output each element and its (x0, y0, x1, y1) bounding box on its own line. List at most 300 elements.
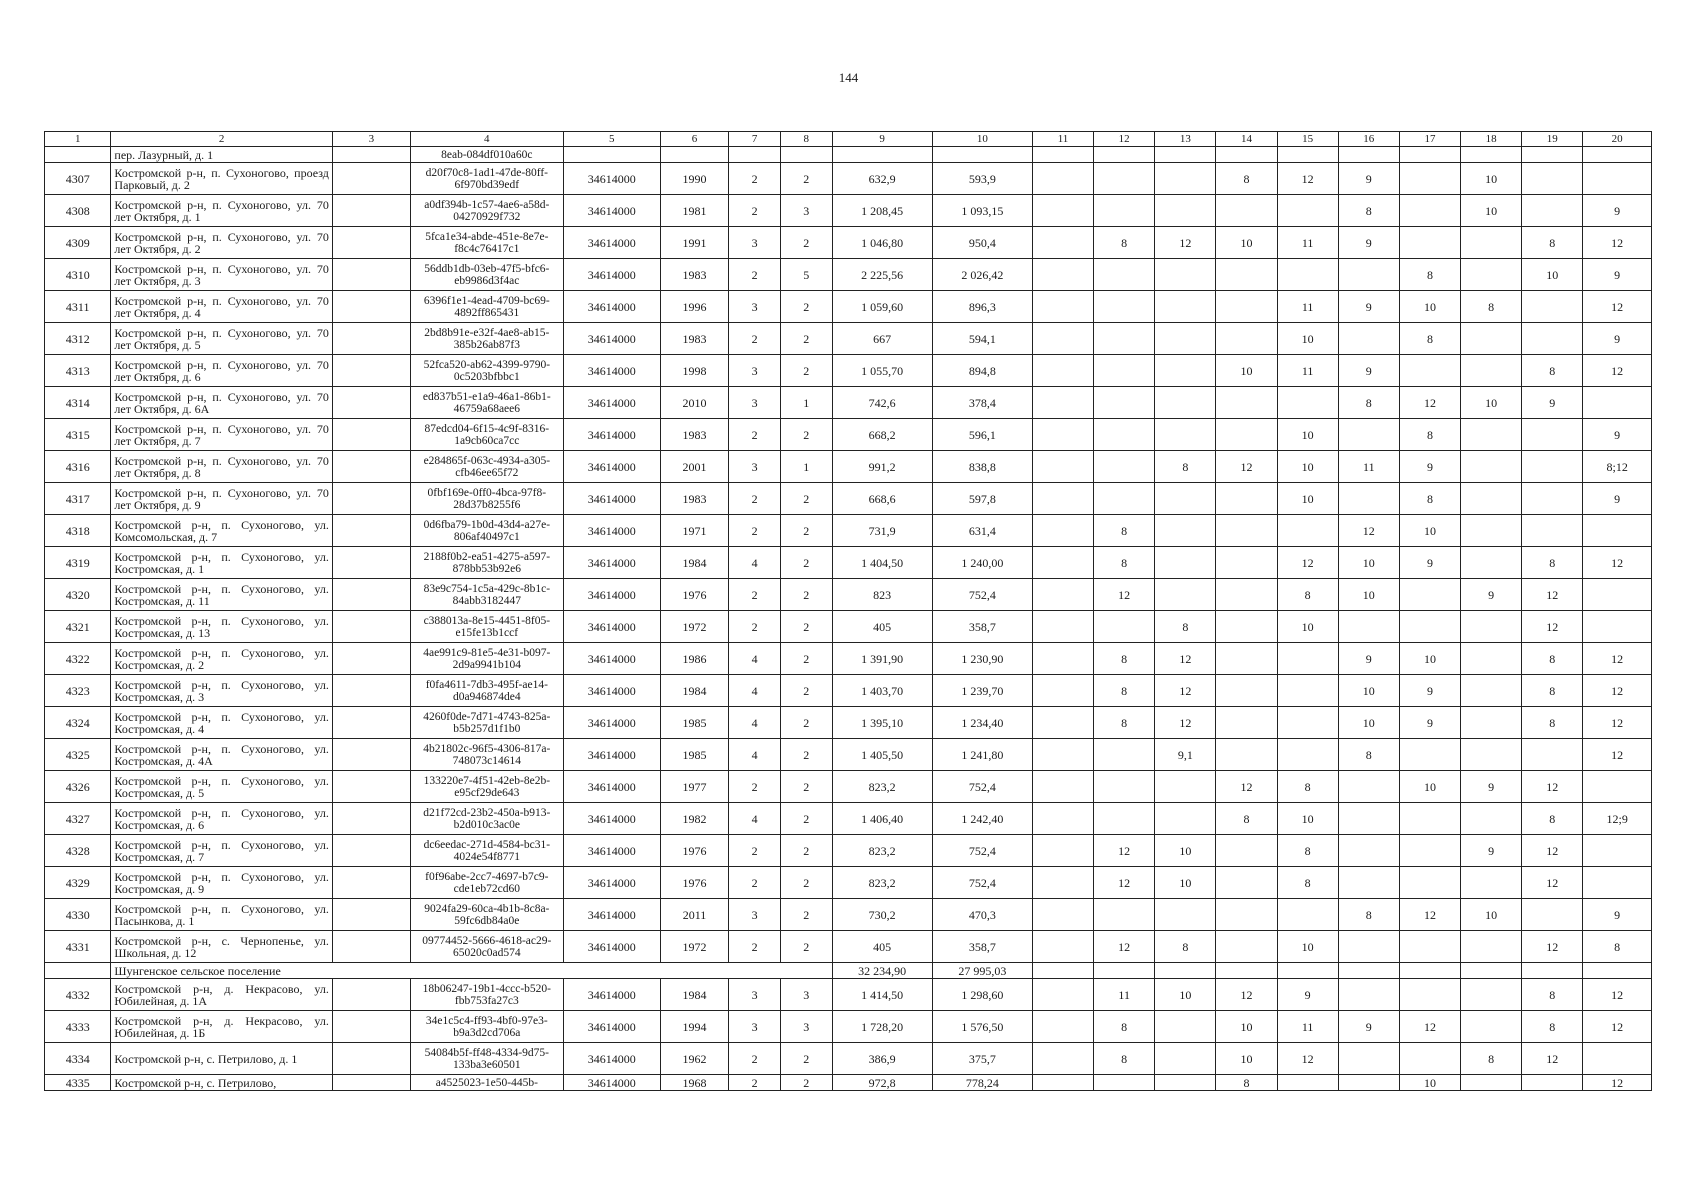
entrances-cell: 2 (780, 579, 832, 611)
column-3-cell (332, 147, 410, 163)
address-cell: Костромской р-н, п. Сухоногово, ул. 70 лет Октября, д. 3 (111, 259, 332, 291)
value-cell (1216, 147, 1277, 163)
floors-cell: 2 (729, 259, 781, 291)
oktmo-cell: 34614000 (563, 803, 660, 835)
table-row (45, 867, 1652, 899)
column-12-cell: 8 (1094, 547, 1155, 579)
entrances-cell: 2 (780, 547, 832, 579)
partial-table-row (45, 1075, 1652, 1091)
year-cell: 1983 (660, 259, 729, 291)
row-number-cell: 4326 (45, 771, 111, 803)
total-area-cell: 742,6 (832, 387, 932, 419)
column-14-cell (1216, 483, 1277, 515)
column-11-cell (1032, 1075, 1093, 1091)
floors-cell: 3 (729, 1011, 781, 1043)
column-13-cell (1155, 899, 1216, 931)
entrances-cell: 5 (780, 259, 832, 291)
column-18-cell (1461, 227, 1522, 259)
column-13-cell: 10 (1155, 867, 1216, 899)
column-13-cell: 12 (1155, 707, 1216, 739)
column-13-cell (1155, 483, 1216, 515)
column-13-cell: 8 (1155, 451, 1216, 483)
column-11-cell (1032, 931, 1093, 963)
floors-cell: 2 (729, 867, 781, 899)
column-14-cell (1216, 195, 1277, 227)
total-area-cell: 730,2 (832, 899, 932, 931)
column-18-cell (1461, 419, 1522, 451)
living-area-cell: 950,4 (932, 227, 1032, 259)
value-cell (1461, 147, 1522, 163)
total-area-cell: 386,9 (832, 1043, 932, 1075)
column-header: 1 (45, 132, 111, 147)
year-cell: 1972 (660, 611, 729, 643)
column-13-cell: 12 (1155, 675, 1216, 707)
value-cell (1399, 963, 1460, 979)
year-cell: 1990 (660, 163, 729, 195)
address-cell: Костромской р-н, п. Сухоногово, ул. Костромская, д. 7 (111, 835, 332, 867)
value-cell (1583, 147, 1652, 163)
table-row (45, 803, 1652, 835)
column-11-cell (1032, 195, 1093, 227)
living-area-cell: 631,4 (932, 515, 1032, 547)
column-11-cell (1032, 675, 1093, 707)
oktmo-cell: 34614000 (563, 419, 660, 451)
total-area-cell: 405 (832, 611, 932, 643)
guid-cell: 56ddb1db-03eb-47f5-bfc6-eb9986d3f4ac (410, 259, 563, 291)
oktmo-cell: 34614000 (563, 771, 660, 803)
column-18-cell: 8 (1461, 291, 1522, 323)
guid-cell: 54084b5f-ff48-4334-9d75-133ba3e60501 (410, 1043, 563, 1075)
oktmo-cell: 34614000 (563, 611, 660, 643)
column-18-cell (1461, 451, 1522, 483)
oktmo-cell: 34614000 (563, 1075, 660, 1091)
year-cell: 1984 (660, 547, 729, 579)
oktmo-cell: 34614000 (563, 163, 660, 195)
column-16-cell: 11 (1338, 451, 1399, 483)
column-3-cell (332, 931, 410, 963)
floors-cell: 3 (729, 227, 781, 259)
total-area-cell: 972,8 (832, 1075, 932, 1091)
column-3-cell (332, 675, 410, 707)
column-13-cell (1155, 1043, 1216, 1075)
guid-cell: 133220e7-4f51-42eb-8e2b-e95cf29de643 (410, 771, 563, 803)
floors-cell: 2 (729, 611, 781, 643)
value-cell (1338, 963, 1399, 979)
column-header: 2 (111, 132, 332, 147)
address-cell: Костромской р-н, п. Сухоногово, ул. 70 лет Октября, д. 2 (111, 227, 332, 259)
address-cell: Костромской р-н, п. Сухоногово, ул. Костромская, д. 5 (111, 771, 332, 803)
column-15-cell (1277, 387, 1338, 419)
entrances-cell: 2 (780, 515, 832, 547)
column-15-cell: 10 (1277, 803, 1338, 835)
column-12-cell: 12 (1094, 579, 1155, 611)
total-area-cell: 1 405,50 (832, 739, 932, 771)
year-cell: 1968 (660, 1075, 729, 1091)
column-15-cell (1277, 739, 1338, 771)
column-15-cell: 10 (1277, 483, 1338, 515)
guid-cell: 9024fa29-60ca-4b1b-8c8a-59fc6db84a0e (410, 899, 563, 931)
oktmo-cell: 34614000 (563, 707, 660, 739)
column-11-cell (1032, 579, 1093, 611)
floors-cell: 2 (729, 163, 781, 195)
column-13-cell: 8 (1155, 611, 1216, 643)
guid-cell: d20f70c8-1ad1-47de-80ff-6f970bd39edf (410, 163, 563, 195)
column-14-cell (1216, 611, 1277, 643)
column-20-cell (1583, 1043, 1652, 1075)
living-area-cell: 1 576,50 (932, 1011, 1032, 1043)
column-20-cell: 12 (1583, 1075, 1652, 1091)
guid-cell: 4ae991c9-81e5-4e31-b097-2d9a9941b104 (410, 643, 563, 675)
oktmo-cell: 34614000 (563, 291, 660, 323)
column-20-cell: 12 (1583, 979, 1652, 1011)
column-12-cell (1094, 323, 1155, 355)
column-19-cell: 12 (1522, 579, 1583, 611)
column-15-cell: 8 (1277, 579, 1338, 611)
column-12-cell: 8 (1094, 1011, 1155, 1043)
column-3-cell (332, 483, 410, 515)
column-12-cell (1094, 387, 1155, 419)
oktmo-cell: 34614000 (563, 451, 660, 483)
living-area-cell: 378,4 (932, 387, 1032, 419)
floors-cell: 2 (729, 931, 781, 963)
guid-cell: 6396f1e1-4ead-4709-bc69-4892ff865431 (410, 291, 563, 323)
oktmo-cell: 34614000 (563, 355, 660, 387)
floors-cell: 2 (729, 835, 781, 867)
column-17-cell: 12 (1399, 1011, 1460, 1043)
column-12-cell (1094, 419, 1155, 451)
floors-cell: 4 (729, 675, 781, 707)
column-header: 14 (1216, 132, 1277, 147)
column-17-cell (1399, 579, 1460, 611)
year-cell: 1972 (660, 931, 729, 963)
column-15-cell: 11 (1277, 1011, 1338, 1043)
column-20-cell: 8;12 (1583, 451, 1652, 483)
column-15-cell: 10 (1277, 323, 1338, 355)
total-area-cell: 1 395,10 (832, 707, 932, 739)
table-row (45, 1011, 1652, 1043)
column-13-cell (1155, 515, 1216, 547)
value-cell (729, 147, 781, 163)
guid-cell: f0f96abe-2cc7-4697-b7c9-cde1eb72cd60 (410, 867, 563, 899)
entrances-cell: 2 (780, 291, 832, 323)
table-row (45, 291, 1652, 323)
column-15-cell (1277, 707, 1338, 739)
column-17-cell (1399, 739, 1460, 771)
column-16-cell (1338, 931, 1399, 963)
column-20-cell: 12 (1583, 355, 1652, 387)
column-17-cell: 12 (1399, 387, 1460, 419)
column-13-cell (1155, 323, 1216, 355)
living-area-cell: 2 026,42 (932, 259, 1032, 291)
column-17-cell (1399, 355, 1460, 387)
value-cell (1032, 963, 1093, 979)
table-row (45, 483, 1652, 515)
column-19-cell: 12 (1522, 835, 1583, 867)
column-17-cell (1399, 227, 1460, 259)
column-11-cell (1032, 259, 1093, 291)
table-row (45, 259, 1652, 291)
column-19-cell: 8 (1522, 979, 1583, 1011)
column-16-cell: 10 (1338, 707, 1399, 739)
year-cell: 1983 (660, 483, 729, 515)
entrances-cell: 2 (780, 323, 832, 355)
guid-cell: 52fca520-ab62-4399-9790-0c5203bfbbc1 (410, 355, 563, 387)
table-row (45, 835, 1652, 867)
page-number: 144 (838, 70, 859, 85)
year-cell: 1994 (660, 1011, 729, 1043)
column-3-cell (332, 163, 410, 195)
column-3-cell (332, 739, 410, 771)
column-18-cell (1461, 707, 1522, 739)
column-16-cell (1338, 1075, 1399, 1091)
column-17-cell: 9 (1399, 707, 1460, 739)
column-16-cell: 9 (1338, 643, 1399, 675)
column-18-cell: 9 (1461, 579, 1522, 611)
living-area-cell: 358,7 (932, 931, 1032, 963)
column-header: 10 (932, 132, 1032, 147)
column-19-cell (1522, 163, 1583, 195)
living-area-cell: 1 242,40 (932, 803, 1032, 835)
column-19-cell (1522, 899, 1583, 931)
entrances-cell: 3 (780, 1011, 832, 1043)
column-14-cell (1216, 259, 1277, 291)
row-number-cell: 4311 (45, 291, 111, 323)
column-11-cell (1032, 867, 1093, 899)
row-number-cell: 4332 (45, 979, 111, 1011)
column-15-cell: 8 (1277, 771, 1338, 803)
address-cell: Костромской р-н, п. Сухоногово, ул. 70 лет Октября, д. 9 (111, 483, 332, 515)
column-18-cell: 10 (1461, 899, 1522, 931)
column-header: 12 (1094, 132, 1155, 147)
total-area-cell: 1 391,90 (832, 643, 932, 675)
total-area-cell: 823,2 (832, 771, 932, 803)
column-19-cell (1522, 483, 1583, 515)
column-16-cell: 9 (1338, 355, 1399, 387)
column-17-cell (1399, 867, 1460, 899)
table-row (45, 643, 1652, 675)
year-cell: 1998 (660, 355, 729, 387)
column-13-cell (1155, 547, 1216, 579)
column-3-cell (332, 227, 410, 259)
column-header: 19 (1522, 132, 1583, 147)
value-cell (832, 147, 932, 163)
address-cell: Костромской р-н, п. Сухоногово, ул. Пасынкова, д. 1 (111, 899, 332, 931)
guid-cell: a4525023-1e50-445b- (410, 1075, 563, 1091)
table-row (45, 355, 1652, 387)
column-13-cell: 8 (1155, 931, 1216, 963)
address-cell: Костромской р-н, п. Сухоногово, ул. 70 лет Октября, д. 8 (111, 451, 332, 483)
column-14-cell: 10 (1216, 355, 1277, 387)
row-number-cell: 4325 (45, 739, 111, 771)
column-15-cell (1277, 515, 1338, 547)
total-area-cell: 668,6 (832, 483, 932, 515)
column-14-cell (1216, 291, 1277, 323)
guid-cell: 0d6fba79-1b0d-43d4-a27e-806af40497c1 (410, 515, 563, 547)
column-11-cell (1032, 611, 1093, 643)
column-14-cell (1216, 707, 1277, 739)
row-number-cell: 4327 (45, 803, 111, 835)
table-row (45, 931, 1652, 963)
column-3-cell (332, 611, 410, 643)
column-13-cell: 9,1 (1155, 739, 1216, 771)
column-14-cell (1216, 419, 1277, 451)
living-area-cell: 894,8 (932, 355, 1032, 387)
entrances-cell: 3 (780, 979, 832, 1011)
living-area-cell: 752,4 (932, 771, 1032, 803)
column-18-cell (1461, 803, 1522, 835)
guid-cell: 18b06247-19b1-4ccc-b520-fbb753fa27c3 (410, 979, 563, 1011)
column-19-cell: 12 (1522, 931, 1583, 963)
year-cell: 1984 (660, 675, 729, 707)
column-14-cell (1216, 579, 1277, 611)
year-cell: 1976 (660, 835, 729, 867)
column-18-cell (1461, 979, 1522, 1011)
column-16-cell (1338, 419, 1399, 451)
column-19-cell: 8 (1522, 803, 1583, 835)
column-15-cell: 10 (1277, 611, 1338, 643)
column-13-cell (1155, 419, 1216, 451)
column-16-cell (1338, 483, 1399, 515)
total-area-cell: 2 225,56 (832, 259, 932, 291)
floors-cell: 2 (729, 1075, 781, 1091)
column-20-cell: 12 (1583, 291, 1652, 323)
column-13-cell (1155, 387, 1216, 419)
column-16-cell: 9 (1338, 227, 1399, 259)
row-number-cell: 4334 (45, 1043, 111, 1075)
column-12-cell (1094, 803, 1155, 835)
column-header: 7 (729, 132, 781, 147)
table-row (45, 387, 1652, 419)
column-16-cell: 10 (1338, 579, 1399, 611)
column-15-cell: 12 (1277, 163, 1338, 195)
column-12-cell (1094, 291, 1155, 323)
column-11-cell (1032, 707, 1093, 739)
floors-cell: 2 (729, 1043, 781, 1075)
column-16-cell (1338, 979, 1399, 1011)
oktmo-cell: 34614000 (563, 739, 660, 771)
column-13-cell (1155, 355, 1216, 387)
entrances-cell: 2 (780, 355, 832, 387)
guid-cell: 83e9c754-1c5a-429c-8b1c-84abb3182447 (410, 579, 563, 611)
row-number-cell: 4312 (45, 323, 111, 355)
column-16-cell: 8 (1338, 739, 1399, 771)
column-15-cell: 11 (1277, 227, 1338, 259)
column-20-cell: 12 (1583, 675, 1652, 707)
year-cell: 1991 (660, 227, 729, 259)
column-header: 18 (1461, 132, 1522, 147)
column-17-cell: 9 (1399, 451, 1460, 483)
table-row (45, 707, 1652, 739)
column-14-cell: 12 (1216, 451, 1277, 483)
floors-cell: 4 (729, 739, 781, 771)
total-living-area-cell: 27 995,03 (932, 963, 1032, 979)
living-area-cell: 896,3 (932, 291, 1032, 323)
column-13-cell (1155, 803, 1216, 835)
guid-cell: dc6eedac-271d-4584-bc31-4024e54f8771 (410, 835, 563, 867)
column-header: 3 (332, 132, 410, 147)
column-17-cell (1399, 931, 1460, 963)
column-15-cell (1277, 675, 1338, 707)
column-16-cell: 8 (1338, 387, 1399, 419)
address-cell: Костромской р-н, п. Сухоногово, ул. 70 лет Октября, д. 7 (111, 419, 332, 451)
column-12-cell: 8 (1094, 227, 1155, 259)
column-19-cell (1522, 739, 1583, 771)
row-number-cell: 4329 (45, 867, 111, 899)
living-area-cell: 1 298,60 (932, 979, 1032, 1011)
column-15-cell: 8 (1277, 835, 1338, 867)
column-17-cell (1399, 611, 1460, 643)
column-17-cell: 9 (1399, 547, 1460, 579)
total-area-cell: 823 (832, 579, 932, 611)
column-11-cell (1032, 227, 1093, 259)
column-12-cell (1094, 1075, 1155, 1091)
address-cell: Костромской р-н, с. Петрилово, (111, 1075, 332, 1091)
guid-cell: 5fca1e34-abde-451e-8e7e-f8c4c76417c1 (410, 227, 563, 259)
column-14-cell: 10 (1216, 1043, 1277, 1075)
row-number-cell: 4328 (45, 835, 111, 867)
column-14-cell: 12 (1216, 771, 1277, 803)
column-20-cell (1583, 387, 1652, 419)
column-15-cell: 12 (1277, 1043, 1338, 1075)
column-header: 5 (563, 132, 660, 147)
row-number-cell: 4314 (45, 387, 111, 419)
column-16-cell (1338, 323, 1399, 355)
column-15-cell (1277, 259, 1338, 291)
column-16-cell (1338, 803, 1399, 835)
column-19-cell: 8 (1522, 675, 1583, 707)
column-12-cell (1094, 899, 1155, 931)
guid-cell: e284865f-063c-4934-a305-cfb46ee65f72 (410, 451, 563, 483)
table-row (45, 579, 1652, 611)
row-number-cell: 4330 (45, 899, 111, 931)
column-12-cell: 8 (1094, 515, 1155, 547)
column-3-cell (332, 547, 410, 579)
address-cell: Костромской р-н, п. Сухоногово, ул. 70 лет Октября, д. 5 (111, 323, 332, 355)
column-19-cell (1522, 1075, 1583, 1091)
column-12-cell (1094, 483, 1155, 515)
floors-cell: 3 (729, 899, 781, 931)
guid-cell: 09774452-5666-4618-ac29-65020c0ad574 (410, 931, 563, 963)
address-cell: Костромской р-н, п. Сухоногово, ул. 70 лет Октября, д. 6 (111, 355, 332, 387)
column-11-cell (1032, 483, 1093, 515)
guid-cell: 87edcd04-6f15-4c9f-8316-1a9cb60ca7cc (410, 419, 563, 451)
column-3-cell (332, 419, 410, 451)
address-cell: Костромской р-н, п. Сухоногово, ул. 70 лет Октября, д. 4 (111, 291, 332, 323)
column-18-cell (1461, 611, 1522, 643)
living-area-cell: 752,4 (932, 867, 1032, 899)
column-20-cell: 9 (1583, 899, 1652, 931)
column-3-cell (332, 643, 410, 675)
living-area-cell: 778,24 (932, 1075, 1032, 1091)
address-cell: Костромской р-н, п. Сухоногово, ул. Костромская, д. 11 (111, 579, 332, 611)
floors-cell: 2 (729, 195, 781, 227)
total-area-cell: 1 055,70 (832, 355, 932, 387)
column-19-cell: 12 (1522, 1043, 1583, 1075)
column-15-cell (1277, 643, 1338, 675)
oktmo-cell: 34614000 (563, 483, 660, 515)
column-17-cell: 10 (1399, 771, 1460, 803)
column-14-cell (1216, 323, 1277, 355)
column-17-cell (1399, 803, 1460, 835)
floors-cell: 2 (729, 419, 781, 451)
value-cell (1216, 963, 1277, 979)
column-header: 9 (832, 132, 932, 147)
column-19-cell: 8 (1522, 355, 1583, 387)
entrances-cell: 2 (780, 867, 832, 899)
oktmo-cell: 34614000 (563, 835, 660, 867)
living-area-cell: 752,4 (932, 579, 1032, 611)
floors-cell: 3 (729, 451, 781, 483)
